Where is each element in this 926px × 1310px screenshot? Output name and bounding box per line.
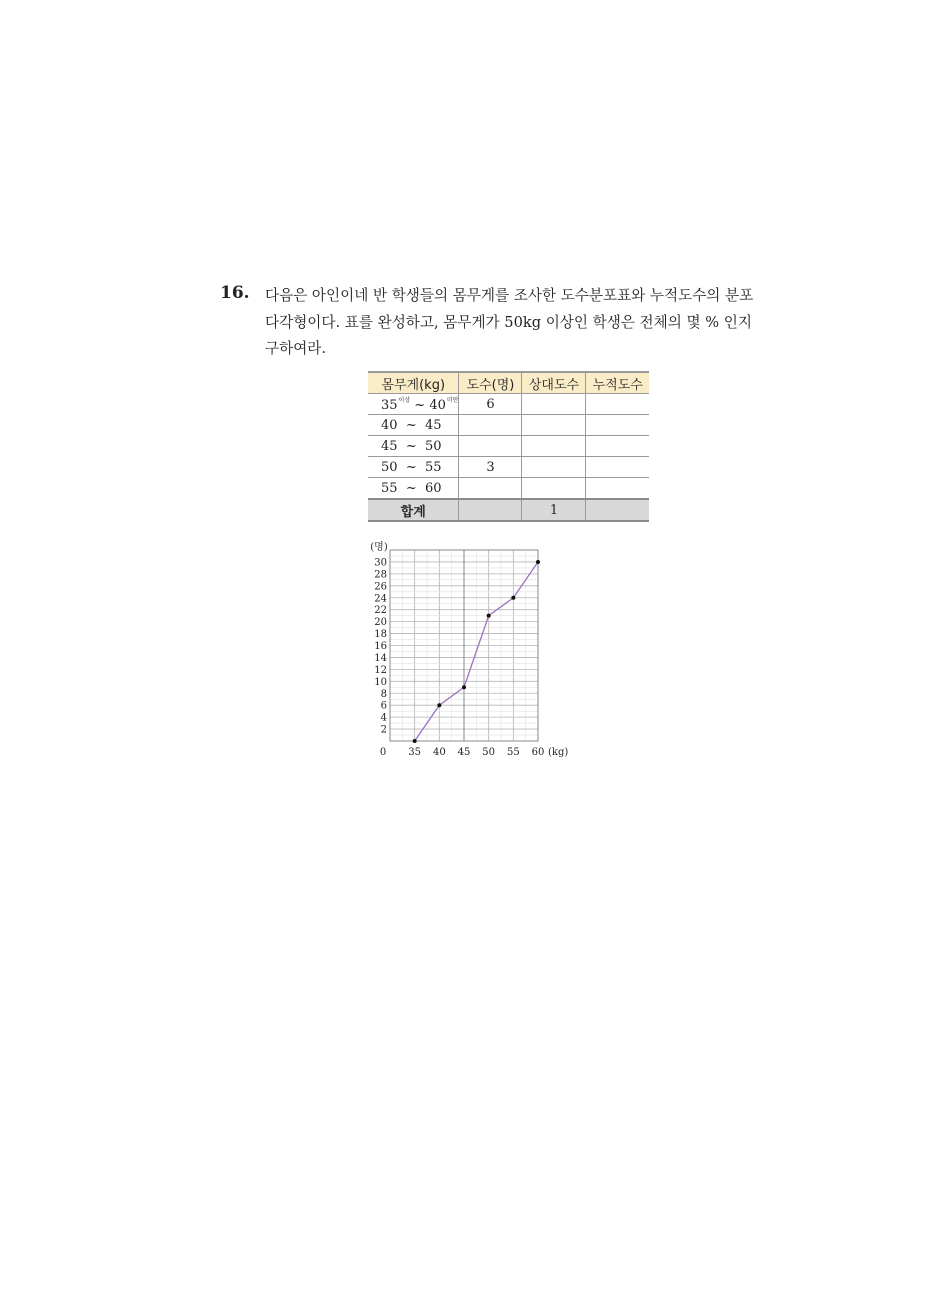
y-axis-label: (명)	[370, 542, 388, 553]
range-to: 40	[429, 398, 446, 413]
range-to-qualifier: 미만	[446, 397, 459, 404]
y-tick-label: 30	[374, 557, 387, 569]
range-separator: ~	[405, 417, 417, 433]
range-from: 40	[381, 417, 398, 433]
header-weight: 몸무게(kg)	[368, 372, 459, 394]
y-tick-label: 6	[380, 700, 387, 712]
frequency-table	[368, 371, 649, 522]
range-to: 50	[424, 438, 442, 454]
question-number: 16.	[220, 283, 250, 303]
range-to: 60	[424, 480, 442, 496]
frequency-cell: 3	[459, 457, 522, 478]
data-point	[462, 685, 466, 689]
y-tick-label: 26	[374, 581, 387, 593]
weight-range	[368, 436, 459, 457]
y-tick-label: 2	[380, 724, 387, 736]
range-separator: ~	[405, 459, 417, 475]
range-from: 55	[381, 480, 398, 496]
table-row	[368, 415, 649, 436]
cumulative-frequency-polygon	[360, 540, 569, 762]
cumulative-frequency-cell	[586, 436, 649, 457]
frequency-cell	[459, 415, 522, 436]
weight-range	[368, 394, 459, 415]
y-tick-label: 24	[374, 593, 387, 605]
table-row	[368, 436, 649, 457]
data-point	[437, 703, 441, 707]
relative-frequency-cell	[522, 478, 586, 500]
y-tick-label: 22	[374, 605, 387, 617]
total-label: 합계	[368, 499, 459, 521]
cumulative-frequency-cell	[586, 457, 649, 478]
origin-label: 0	[379, 747, 387, 758]
data-point	[413, 739, 417, 743]
table-row	[368, 478, 649, 500]
cumulative-frequency-cell	[586, 478, 649, 500]
x-tick-label: 35	[408, 747, 422, 758]
weight-range	[368, 457, 459, 478]
y-tick-label: 18	[374, 629, 387, 641]
frequency-cell	[459, 436, 522, 457]
y-tick-label: 14	[374, 652, 387, 664]
range-separator: ~	[405, 480, 417, 496]
question-text: 다음은 아인이네 반 학생들의 몸무게를 조사한 도수분포표와 누적도수의 분포다각형이다. 표를 완성하고, 몸무게가 50kg 이상인 학생은 전체의 몇 % 인지 구하여라.	[265, 287, 754, 357]
relative-frequency-cell	[522, 415, 586, 436]
range-from-qualifier: 이상	[398, 397, 411, 404]
relative-frequency-cell	[522, 394, 586, 415]
x-axis-label: (kg)	[548, 747, 569, 758]
data-point	[487, 614, 491, 618]
cumulative-frequency-cell	[586, 415, 649, 436]
relative-frequency-cell	[522, 457, 586, 478]
y-tick-label: 8	[380, 688, 387, 700]
header-cumulative-frequency: 누적도수	[586, 372, 649, 394]
range-separator: ~	[414, 398, 426, 413]
table-row	[368, 457, 649, 478]
y-tick-label: 4	[380, 712, 387, 724]
range-to: 45	[424, 417, 442, 433]
y-tick-label: 20	[374, 617, 387, 629]
total-relative-frequency-cell: 1	[522, 499, 586, 521]
frequency-cell	[459, 478, 522, 500]
range-from: 45	[381, 438, 398, 454]
data-point	[536, 560, 540, 564]
y-tick-label: 12	[374, 664, 387, 676]
range-from: 35	[381, 398, 398, 413]
data-point	[511, 596, 515, 600]
x-tick-label: 60	[531, 747, 545, 758]
range-to: 55	[424, 459, 442, 475]
relative-frequency-cell	[522, 436, 586, 457]
frequency-cell: 6	[459, 394, 522, 415]
table-total-row	[368, 499, 649, 521]
x-tick-label: 45	[457, 747, 471, 758]
y-tick-label: 28	[374, 569, 387, 581]
y-tick-label: 10	[374, 676, 387, 688]
header-frequency: 도수(명)	[459, 372, 522, 394]
table-row	[368, 394, 649, 415]
weight-range	[368, 478, 459, 500]
range-from: 50	[381, 459, 398, 475]
x-tick-label: 50	[482, 747, 496, 758]
total-cumulative-frequency-cell	[586, 499, 649, 521]
y-tick-label: 16	[374, 641, 387, 652]
header-relative-frequency: 상대도수	[522, 372, 586, 394]
table-header-row	[368, 372, 649, 394]
weight-range	[368, 415, 459, 436]
x-tick-label: 40	[432, 747, 446, 758]
range-separator: ~	[405, 438, 417, 454]
total-frequency-cell	[459, 499, 522, 521]
x-tick-label: 55	[506, 747, 520, 758]
cumulative-frequency-cell	[586, 394, 649, 415]
